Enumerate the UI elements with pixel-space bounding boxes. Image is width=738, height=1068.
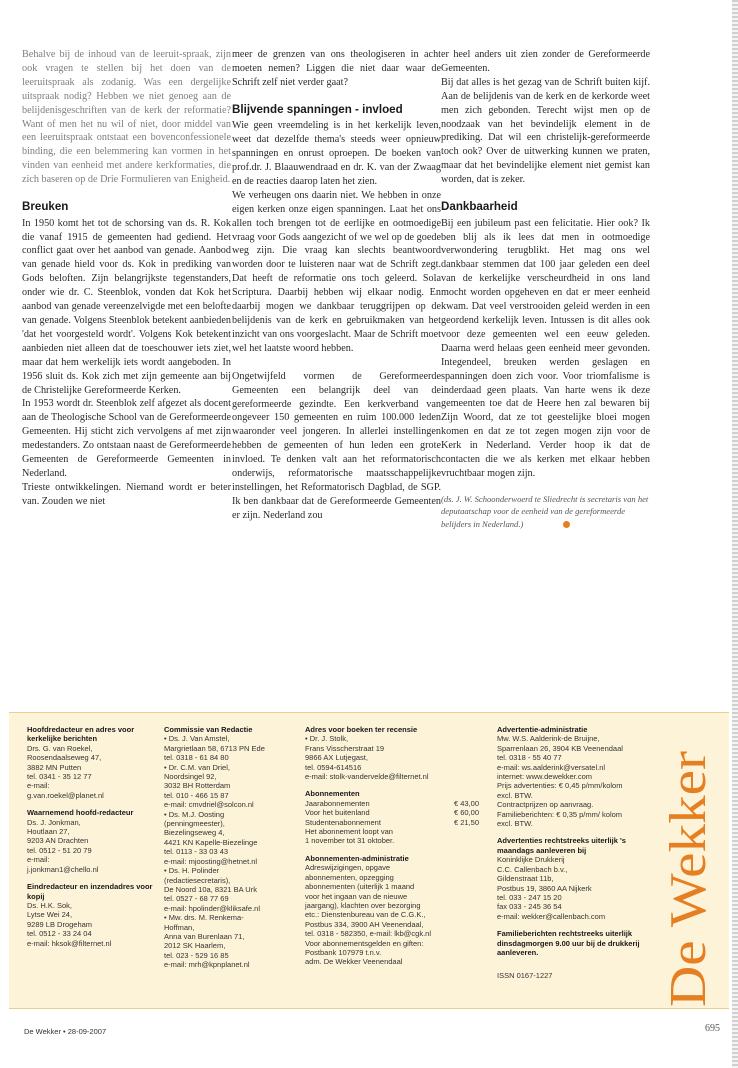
colophon-line: tel. 033 - 247 15 20 (497, 892, 562, 902)
paragraph: Trieste ontwikkelingen. Niemand wordt er beter van. Zouden we niet (22, 481, 231, 507)
logo-text: De Wekker (661, 773, 717, 1007)
colophon-line: tel. 0113 - 33 03 43 (164, 847, 229, 857)
colophon-line: Ds. J. Jonkman, (27, 817, 81, 827)
colophon-line: 4421 KN Kapelle-Biezelinge (164, 837, 258, 847)
price-label: Voor het buitenland (305, 808, 370, 818)
paragraph: Behalve bij de inhoud van de leeruit-spraak, zijn ook vragen te stellen bij het doen van de leeruitspraak als zodanig. Was een dergelijke uitspraak nodig? Hebben we niet genoeg aan de belijdenisgeschriften van de kerk der reformatie? Want of men het nu wil of niet, door middel van een leeruitspraak ontstaat een bovenconfessionele binding, die een belemmering kan vormen in het vinden van eenheid met andere kerkformaties, die zich baseren op de Drie Formulieren van Enigheid. (22, 49, 231, 186)
colophon-column-committee (164, 725, 309, 970)
colophon-line: j.jonkman1@chello.nl (27, 864, 99, 874)
colophon-line: (penningmeester), (164, 819, 225, 829)
colophon-line: internet: www.dewekker.com (497, 772, 593, 782)
colophon-line: tel. 0318 - 61 84 80 (164, 753, 229, 763)
colophon-line: 9289 LB Drogeham (27, 919, 93, 929)
paragraph: Wie geen vreemdeling is in het kerkelijk leven, weet dat dezelfde thema's steeds weer opnieuw spanningen en onrust oproepen. De boeken van prof.dr. J. Blaauwendraad en dr. K. van der Zwaag en de reacties daarop laten het zien. (232, 120, 441, 187)
colophon-line: Biezelingseweg 4, (164, 828, 225, 838)
colophon-line: adm. De Wekker Veenendaal (305, 957, 403, 967)
colophon-heading: Adres voor boeken ter recensie (305, 725, 418, 734)
colophon-heading: Hoofdredacteur en adres voor kerkelijke berichten (27, 725, 135, 744)
paragraph: Ongetwijfeld vormen de Gereformeerde Gemeenten een belangrijk deel van de gereformeerde gezindte. Een kerkverband van ongeveer 150 gemeenten en ruim 100.000 leden waaronder veel jongeren. In allerlei instellingen hebben de gemeenten of hun leden een grote invloed. Te denken valt aan het reformatorisch onderwijs, reformatorische maatsschappelijke instellingen, het Reformatorisch Dagblad, de SGP. Ik ben dankbaar dat de Gereformeerde Gemeenten er zijn. Nederland zou (232, 370, 441, 521)
colophon-line: Houtlaan 27, (27, 827, 70, 837)
colophon-line: Voor abonnementsgelden en giften: (305, 938, 424, 948)
page-number: 695 (705, 1023, 720, 1034)
colophon-line: Postbank 107979 t.n.v. (305, 947, 382, 957)
colophon-line: 1 november tot 31 oktober. (305, 836, 395, 846)
colophon-line: • Dr. J. Stolk, (305, 734, 349, 744)
colophon-line: tel. 0318 - 55 40 77 (497, 753, 562, 763)
colophon-line: Drs. G. van Roekel, (27, 743, 93, 753)
subscription-prices (305, 799, 503, 846)
colophon-line: • Ds. H. Polinder (164, 866, 220, 876)
colophon-heading: Eindredacteur en inzendadres voor kopij (27, 882, 153, 901)
colophon-box (9, 712, 729, 1009)
issn: ISSN 0167-1227 (497, 971, 553, 981)
colophon-line: • Dr. C.M. van Driel, (164, 762, 230, 772)
colophon-line: fax 033 - 245 36 54 (497, 902, 562, 912)
colophon-line: tel. 0527 - 68 77 69 (164, 894, 229, 904)
colophon-line: Roosendaalseweg 47, (27, 753, 102, 763)
colophon-line: • Ds. J. Van Amstel, (164, 734, 230, 744)
colophon-line: Familieberichten: € 0,35 p/mm/ kolom (497, 809, 623, 819)
page-edge (732, 0, 738, 1068)
paragraph: Bij dat alles is het gezag van de Schrift buiten kijf. Aan de belijdenis van de kerk en de kerkorde weet men zich gebonden. Terecht wijst men op de noodzaak van het bevindelijk element in de prediking. Dat wil een christelijk-gereformeerde toch ook? Over de uitwerking kunnen we praten, maar dat het bevindelijke element niet gemist kan worden, dat is zeker. (441, 76, 650, 186)
colophon-line: etc.: Dienstenbureau van de C.G.K., (305, 910, 426, 920)
colophon-line: Mw. W.S. Aalderink-de Bruijne, (497, 734, 600, 744)
price-label: Studentenabonnement (305, 817, 381, 827)
colophon-heading: Abonnementen (305, 789, 360, 799)
colophon-line: tel. 0512 - 33 24 04 (27, 929, 92, 939)
colophon-line: Margrietlaan 58, 6713 PN Ede (164, 743, 265, 753)
colophon-line: e-mail: cmvdriel@solcon.nl (164, 800, 254, 810)
colophon-heading: Abonnementen-administratie (305, 853, 409, 863)
colophon-line: • Mw. drs. M. Renkema- (164, 913, 244, 923)
colophon-line: Noordsingel 92, (164, 772, 217, 782)
colophon-line: Gildenstraat 11b, (497, 874, 554, 884)
administration-lines (305, 863, 503, 966)
price-label: Jaarabonnementen (305, 798, 370, 808)
heading-blijvende-spanningen: Blijvende spanningen - invloed (232, 102, 403, 116)
colophon-line: Koninklijke Drukkerij (497, 855, 565, 865)
colophon-column-advertising (497, 725, 659, 981)
colophon-line: Het abonnement loopt van (305, 827, 393, 837)
paragraph: In 1953 wordt dr. Steenblok zelf afgezet als docent aan de Theologische School van de Gereformeerde Gemeenten. Hij sticht zich vervolgens af met zijn medestanders. Zo ontstaan naast de Gereformeerde Gemeenten de Gereformeerde Gemeenten in Nederland. (22, 398, 231, 479)
colophon-line: Ds. H.K. Sok, (27, 900, 73, 910)
colophon-heading: Commissie van Redactie (164, 725, 253, 734)
colophon-line: e-mail: wekker@callenbach.com (497, 911, 606, 921)
colophon-line: e-mail: (27, 855, 50, 865)
heading-breuken: Breuken (22, 200, 69, 214)
paragraph: meer de grenzen van ons theologiseren in acht moeten nemen? Liggen die niet daar waar de Schrift zelf niet verder gaat? (232, 49, 441, 88)
colophon-line: e-mail: (27, 781, 50, 791)
colophon-line: e-mail: hksok@filternet.nl (27, 938, 112, 948)
colophon-line: Hoffman, (164, 922, 195, 932)
colophon-line: jaargang), klachten over bezorging (305, 900, 421, 910)
colophon-line: De Noord 10a, 8321 BA Urk (164, 884, 257, 894)
issue-date: De Wekker • 28-09-2007 (24, 1027, 107, 1036)
colophon-line: • Ds. M.J. Oosting (164, 809, 225, 819)
colophon-line: e-mail: mjoosting@hetnet.nl (164, 856, 258, 866)
printer-lines (497, 855, 659, 921)
colophon-heading: Waarnemend hoofd-redacteur (27, 808, 134, 818)
colophon-heading: Advertentie-administratie (497, 725, 588, 734)
colophon-line: 3882 MN Putten (27, 762, 82, 772)
paragraph: Bij een jubileum past een felicitatie. Hier ook? Ik ben blij als ik lees dat men in ootmoedige verwondering terugblikt. Het mag ons wel dankbaar stemmen dat 100 jaar geleden een deel van de kerkelijke verscheurdheid in ons land mocht worden opgeheven en dat er meer eenheid kwam. Dat veel verstrooiden geleid werden in een geordend kerkelijk leven. Intussen is dit alles ook voor deze gemeenten wel een eeuw geleden. Daarna werd helaas geen eenheid meer gevonden. Integendeel, breuken werden geslagen en spanningen doen zich voor. Voor triomfalisme is inderdaad geen plaats. Van harte wens ik deze gemeenten toe dat de Heere hen zal bewaren bij Zijn Woord, dat ze tot geestelijke bloei mogen komen en dat ze tot zegen mogen zijn voor de Kerk in Nederland. Verder hoop ik dat de contacten die we als kerken met elkaar hebben vruchtbaar mogen zijn. (441, 217, 650, 479)
colophon-line: (redactiesecretaris), (164, 875, 231, 885)
colophon-line: tel. 0318 - 582350, e-mail: lkb@cgk.nl (305, 929, 432, 939)
colophon-line: tel. 0512 - 51 20 79 (27, 845, 92, 855)
colophon-line: e-mail: ws.aalderink@versatel.nl (497, 762, 606, 772)
colophon-line: Lytse Wei 24, (27, 910, 73, 920)
end-mark-icon (563, 521, 570, 528)
colophon-line: tel. 010 - 466 15 87 (164, 790, 229, 800)
colophon-line: Frans Visscherstraat 19 (305, 743, 385, 753)
colophon-line: e-mail: hpolinder@kliksafe.nl (164, 903, 260, 913)
colophon-line: Postbus 19, 3860 AA Nijkerk (497, 883, 592, 893)
colophon-heading: Advertenties rechtstreeks uiterlijk 's maandags aanleveren bij (497, 836, 626, 855)
paragraph: In 1950 komt het tot de schorsing van ds. R. Kok die vanaf 1915 de gemeenten had gediend. Het conflict gaat over het aanbod van genade. Aanbod van genade hield voor ds. Kok in prediking van Gods beloften. Zijn belangrijkste tegenstanders, onder wie dr. C. Steenblok, vonden dat Kok het aanbod van genade vereenzelvigde met een belofte van genade. Volgens Steenblok betekent aanbieden 'dat het voorgesteld wordt'. Volgens Kok betekent aanbieden niet alleen dat de toeschouwer iets ziet, maar dat hem werkelijk iets wordt aangeboden. In 1956 sluit ds. Kok zich met zijn gemeente aan bij de Christelijke Gereformeerde Kerken. (22, 217, 231, 396)
colophon-line: Adreswijzigingen, opgave (305, 863, 391, 873)
colophon-line: C.C. Callenbach b.v., (497, 864, 568, 874)
price-row (305, 799, 479, 808)
colophon-line: voor het ingaan van de nieuwe (305, 891, 408, 901)
colophon-line: abonnementen (uiterlijk 1 maand (305, 882, 415, 892)
colophon-line: excl. BTW. (497, 790, 533, 800)
colophon-line: e-mail: stolk-vandervelde@filternet.nl (305, 772, 429, 782)
colophon-line: Sparrenlaan 26, 3904 KB Veenendaal (497, 743, 623, 753)
price-value: € 60,00 (453, 808, 479, 818)
article-column-3 (441, 48, 650, 530)
colophon-line: 9866 AX Lutjegast, (305, 753, 368, 763)
de-wekker-logo (661, 745, 717, 1013)
paragraph: We verheugen ons daarin niet. We hebben in onze eigen kerken onze eigen spanningen. Laat het ons allen toch brengen tot de eerlijke en ootmoedige vraag voor Gods aangezicht of we wel op de goede weg zijn. Die vraag kan slechts beantwoord worden door te luisteren naar wat de Schrift zegt. Dat heeft de reformatie ons toch geleerd. Sola Scriptura. Daarbij hebben wij elkaar nodig. En daarbij mogen we dankbaar teruggrijpen op de belijdenis van de kerk en gebruikmaken van het inzicht van ons voorgeslacht. Maar de Schrift moet wel het laatste woord hebben. (232, 189, 441, 354)
colophon-line: Anna van Burenlaan 71, (164, 931, 245, 941)
colophon-line: 3032 BH Rotterdam (164, 781, 231, 791)
colophon-line: g.van.roekel@planet.nl (27, 790, 104, 800)
heading-dankbaarheid: Dankbaarheid (441, 200, 518, 214)
logo-wordmark (661, 745, 717, 1013)
colophon-line: tel. 0341 - 35 12 77 (27, 772, 92, 782)
colophon-line: excl. BTW. (497, 819, 533, 829)
colophon-line: tel. 023 - 529 16 85 (164, 950, 229, 960)
colophon-heading: Familieberichten rechtstreeks uiterlijk dinsdagmorgen 9.00 uur bij de drukkerij aanleveren. (497, 929, 640, 957)
colophon-line: Postbus 334, 3900 AH Veenendaal, (305, 919, 424, 929)
colophon-line: Contractprijzen op aanvraag. (497, 800, 594, 810)
colophon-column-editors (27, 725, 167, 948)
paragraph: er heel anders uit zien zonder de Gereformeerde Gemeenten. (441, 49, 650, 74)
colophon-line: 2012 SK Haarlem, (164, 941, 226, 951)
article-column-1 (22, 48, 231, 509)
colophon-line: abonnementen, opzegging (305, 872, 394, 882)
colophon-line: e-mail: mrh@kpnplanet.nl (164, 960, 250, 970)
colophon-line: tel. 0594-614516 (305, 762, 362, 772)
price-row (305, 818, 479, 827)
recensie-lines (305, 734, 503, 781)
colophon-column-subscriptions (305, 725, 503, 967)
colophon-line: Prijs advertenties: € 0,45 p/mm/kolom (497, 781, 623, 791)
colophon-line: 9203 AN Drachten (27, 836, 89, 846)
price-value: € 43,00 (453, 798, 479, 808)
price-value: € 21,50 (453, 817, 479, 827)
author-credit: (ds. J. W. Schoonderwoerd te Sliedrecht is secretaris van het deputaatschap voor de eenheid van de gereformeerde belijders in Nederland.) (441, 493, 649, 529)
article-column-2 (232, 48, 441, 523)
price-row (305, 808, 479, 817)
advertising-lines (497, 734, 659, 828)
